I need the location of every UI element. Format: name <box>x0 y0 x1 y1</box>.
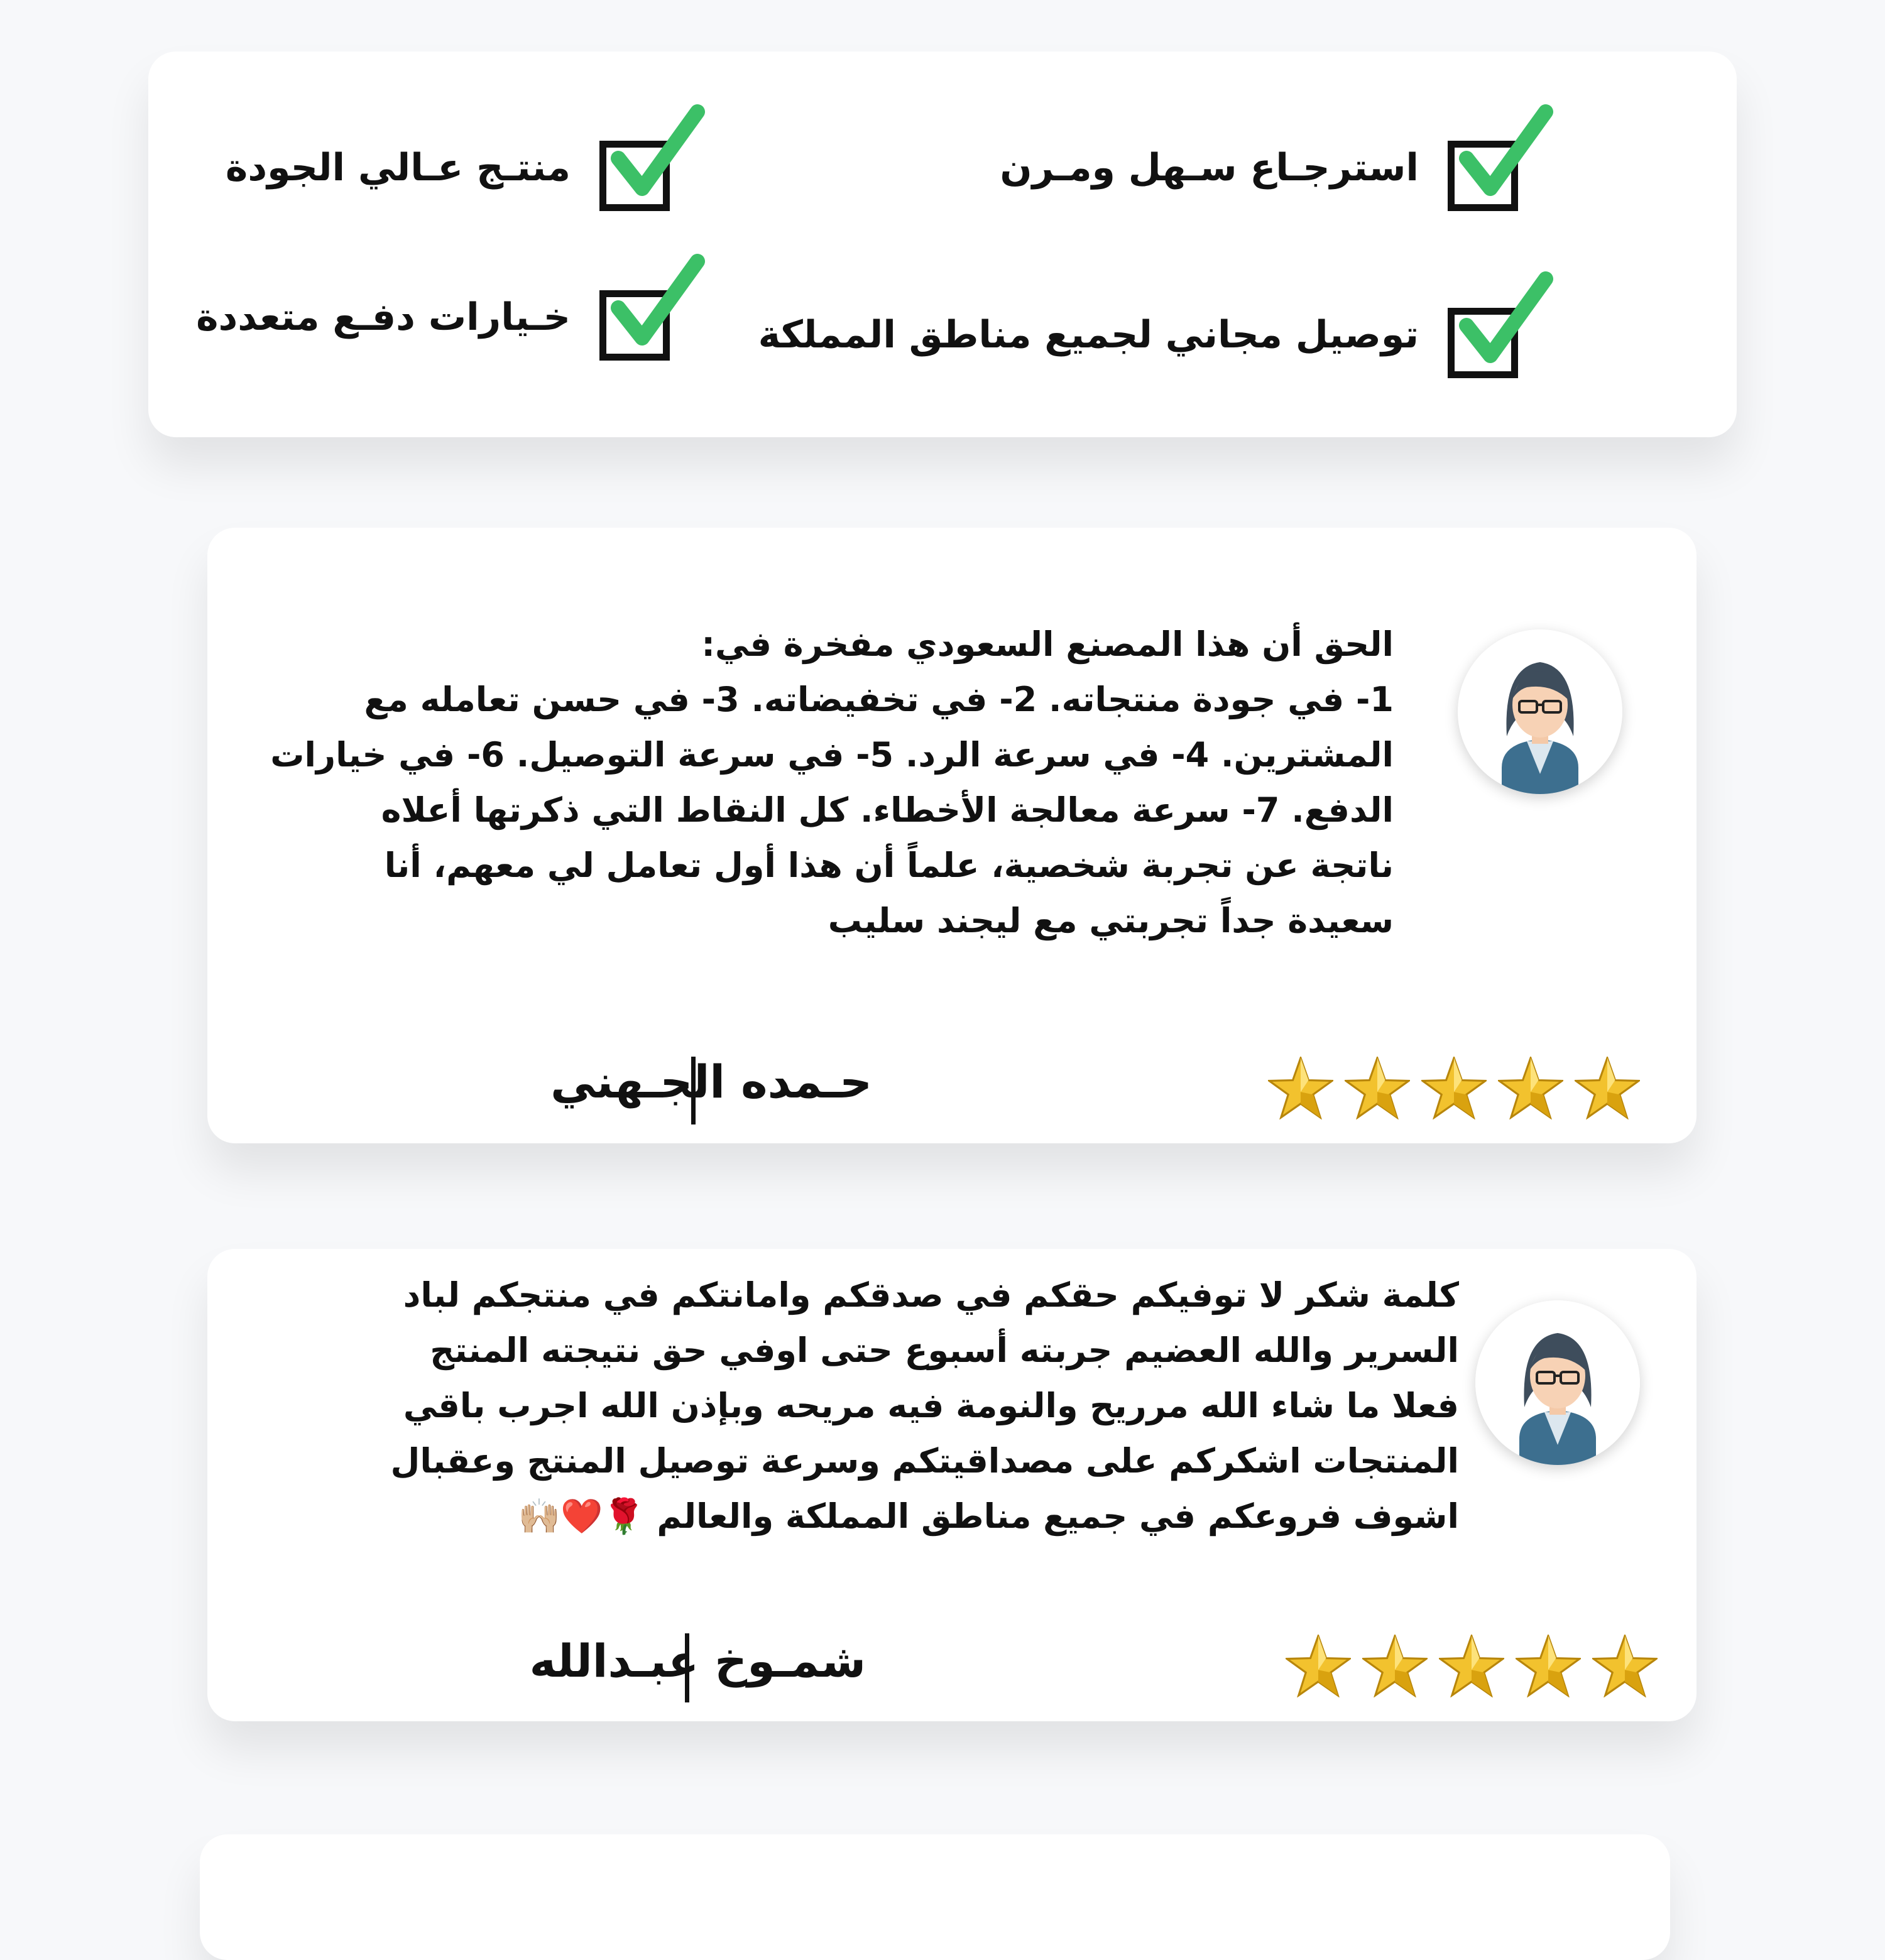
woman-avatar-icon <box>1475 1300 1640 1465</box>
feature-label: خـيارات دفـع متعددة <box>196 295 571 339</box>
woman-avatar-icon <box>1458 629 1622 794</box>
feature-free-delivery <box>758 294 1529 376</box>
star-icon <box>1439 1635 1504 1697</box>
review-text: كلمة شكر لا توفيكم حقكم في صدقكم وامانتكم في منتجكم لباد السرير والله العضيم جربته أسبوع حتى اوفي حق نتيجته المنتج فعلا ما شاء الله مرريح والنومة فيه مريحه وبإذن الله اجرب باقي المنتجات اشكركم على مصداقيتكم وسرعة توصيل المنتج وعقبال اشوف فروعكم في جميع مناطق المملكة والعالم 🌹❤️🙌🏼 <box>390 1275 1459 1536</box>
feature-high-quality <box>226 127 681 209</box>
star-icon <box>1575 1057 1640 1119</box>
avatar <box>1458 629 1622 794</box>
reviewer-name: حـمده الجـهني <box>550 1055 872 1108</box>
review-card <box>207 528 1696 1143</box>
star-icon <box>1286 1635 1351 1697</box>
star-icon <box>1498 1057 1563 1119</box>
star-icon <box>1362 1635 1428 1697</box>
feature-label: توصيل مجاني لجميع مناطق المملكة <box>758 313 1419 357</box>
checkbox-check-icon <box>1448 294 1529 376</box>
feature-easy-returns <box>1000 127 1529 209</box>
checkbox-check-icon <box>1448 127 1529 209</box>
feature-label: منتـج عـالي الجودة <box>225 146 571 190</box>
checkbox-check-icon <box>599 276 681 358</box>
star-rating <box>1286 1635 1658 1697</box>
review-text: الحق أن هذا المصنع السعودي مفخرة في: 1- في جودة منتجاته. 2- في تخفيضاته. 3- في حسن تعامله مع المشترين. 4- في سرعة الرد. 5- في سرعة التوصيل. 6- في خيارات الدفع. 7- سرعة معالجة الأخطاء. كل النقاط التي ذكرتها أعلاه ناتجة عن تجربة شخصية، علماً أن هذا أول تعامل لي معهم، أنا سعيدة جداً تجربتي مع ليجند سليب <box>270 624 1394 940</box>
star-icon <box>1516 1635 1581 1697</box>
checkbox-check-icon <box>599 127 681 209</box>
star-icon <box>1421 1057 1487 1119</box>
star-icon <box>1592 1635 1658 1697</box>
review-card <box>200 1834 1670 1960</box>
review-card <box>207 1249 1696 1721</box>
feature-label: استرجـاع سـهل ومـرن <box>1000 146 1419 190</box>
feature-payment-options <box>196 276 681 358</box>
reviewer-name: شمـوخ عبـدالله <box>529 1635 866 1687</box>
features-card <box>148 52 1737 437</box>
star-rating <box>1268 1057 1640 1119</box>
star-icon <box>1345 1057 1410 1119</box>
avatar <box>1475 1300 1640 1465</box>
star-icon <box>1268 1057 1333 1119</box>
